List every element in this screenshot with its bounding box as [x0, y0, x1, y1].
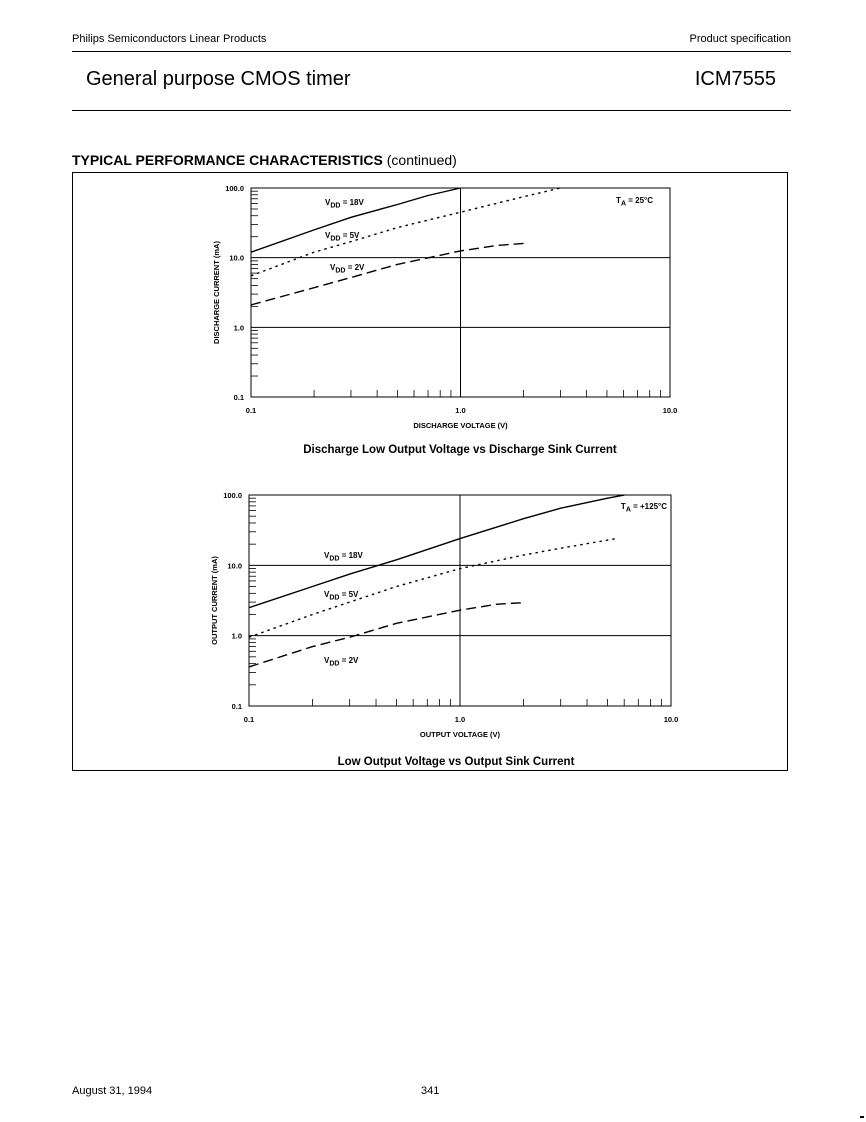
- header-company: Philips Semiconductors Linear Products: [72, 33, 267, 45]
- x-tick-label: 0.1: [243, 715, 255, 724]
- series-label: VDD = 18V: [325, 198, 364, 210]
- section-title-bold: TYPICAL PERFORMANCE CHARACTERISTICS: [72, 152, 383, 168]
- y-tick-label: 100.0: [223, 491, 242, 500]
- x-tick-label: 1.0: [454, 715, 466, 724]
- x-tick-label: 10.0: [662, 406, 678, 415]
- chart1-caption: Discharge Low Output Voltage vs Discharge Sink Current: [303, 444, 617, 456]
- x-axis-label: OUTPUT VOLTAGE (V): [419, 730, 501, 739]
- x-tick-label: 10.0: [663, 715, 679, 724]
- y-tick-label: 100.0: [225, 184, 244, 193]
- series-label: VDD = 2V: [324, 656, 359, 668]
- x-tick-label: 1.0: [455, 406, 466, 415]
- y-axis-label: OUTPUT CURRENT (mA): [210, 556, 219, 645]
- chart2-caption: Low Output Voltage vs Output Sink Current: [337, 756, 575, 768]
- series-label: VDD = 5V: [324, 590, 359, 602]
- x-tick-label: 0.1: [245, 406, 257, 415]
- part-number: ICM7555: [694, 68, 776, 90]
- condition-label: TA = +125°C: [620, 502, 667, 514]
- condition-label: TA = 25°C: [616, 196, 653, 208]
- footer-page-number: 341: [421, 1085, 440, 1097]
- x-axis-label: DISCHARGE VOLTAGE (V): [413, 421, 508, 430]
- y-tick-label: 10.0: [229, 253, 244, 263]
- y-axis-label: DISCHARGE CURRENT (mA): [212, 241, 221, 344]
- y-tick-label: 1.0: [233, 323, 244, 333]
- series-line: [249, 539, 616, 638]
- series-label: VDD = 2V: [330, 263, 365, 275]
- series-label: VDD = 18V: [324, 551, 363, 563]
- header-doc-type: Product specification: [689, 33, 791, 45]
- series-line: [249, 495, 624, 608]
- y-tick-label: 10.0: [227, 561, 242, 571]
- y-tick-label: 1.0: [231, 631, 242, 641]
- section-title-suffix: (continued): [382, 152, 457, 168]
- document-title: General purpose CMOS timer: [86, 68, 351, 90]
- series-label: VDD = 5V: [325, 231, 360, 243]
- corner-mark: [860, 1116, 864, 1118]
- y-tick-label: 0.1: [233, 393, 244, 402]
- footer-date: August 31, 1994: [72, 1085, 153, 1097]
- y-tick-label: 0.1: [231, 702, 242, 711]
- series-line: [249, 603, 524, 667]
